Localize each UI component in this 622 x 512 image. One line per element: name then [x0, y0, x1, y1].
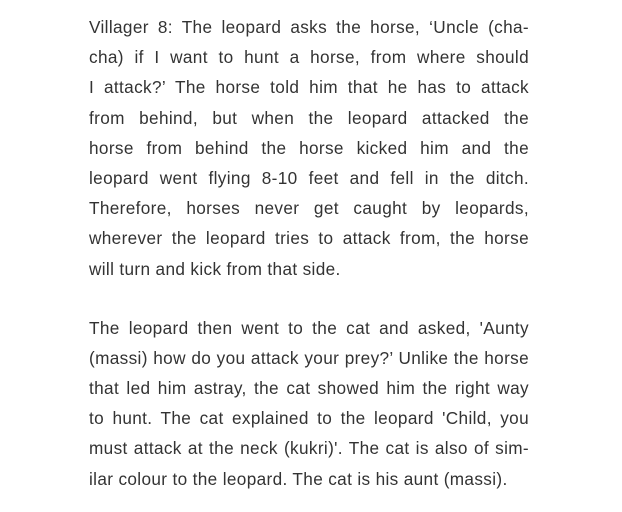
text-line-last: ilar colour to the leopard. The cat is his aunt (massi).	[89, 468, 508, 489]
text-line: wherever the leopard tries to attack from, the horse	[89, 228, 529, 249]
article-body	[89, 12, 529, 494]
text-line: Villager 8: The leopard asks the horse, ‘Uncle (cha-	[89, 17, 529, 37]
text-line: horse from behind the horse kicked him and the	[89, 137, 529, 158]
text-line: The leopard then went to the cat and asked, 'Aunty	[89, 317, 529, 338]
paragraph-villager-8	[89, 12, 529, 284]
text-line: must attack at the neck (kukri)'. The cat is also of sim-	[89, 438, 529, 459]
paragraph-leopard-cat	[89, 313, 529, 494]
text-line: leopard went flying 8-10 feet and fell in the ditch.	[89, 167, 529, 188]
text-line: (massi) how do you attack your prey?’ Unlike the horse	[89, 347, 529, 368]
text-line: Therefore, horses never get caught by leopards,	[89, 198, 529, 219]
paragraph-spacer	[89, 284, 529, 313]
text-line-last: will turn and kick from that side.	[89, 258, 341, 279]
text-line: cha) if I want to hunt a horse, from where should	[89, 47, 529, 68]
text-line: to hunt. The cat explained to the leopard 'Child, you	[89, 408, 529, 429]
text-line: that led him astray, the cat showed him the right way	[89, 378, 529, 399]
text-line: I attack?’ The horse told him that he has to attack	[89, 77, 529, 98]
text-line: from behind, but when the leopard attacked the	[89, 107, 529, 128]
